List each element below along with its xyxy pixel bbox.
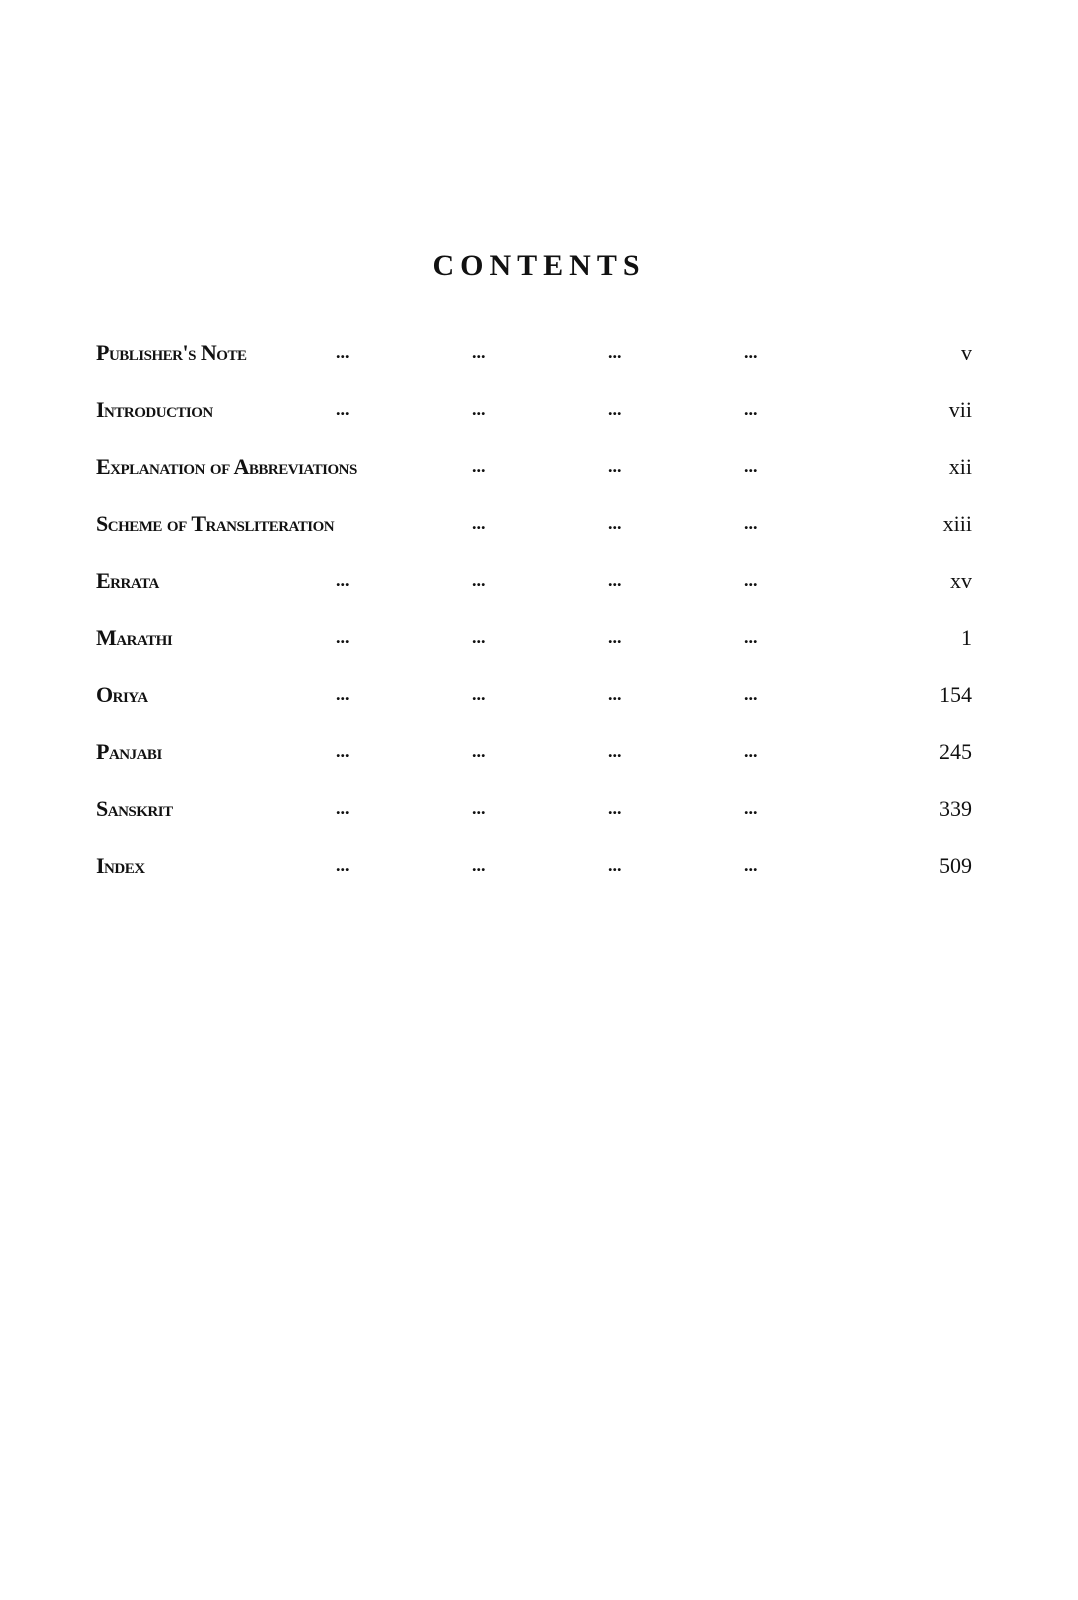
leader-dots: ... <box>336 399 350 419</box>
toc-entry-oriya <box>96 672 972 729</box>
toc-entry-title: Explanation of Abbreviations <box>96 454 357 479</box>
leader-dots: ... <box>336 627 350 647</box>
page-title: CONTENTS <box>432 249 646 282</box>
toc-entry-panjabi <box>96 729 972 786</box>
leader-dots: ... <box>608 399 622 419</box>
toc-entry-errata <box>96 558 972 615</box>
toc-entry-publishers-note <box>96 330 972 387</box>
leader-dots: ... <box>744 684 758 704</box>
leader-dots: ... <box>472 513 486 533</box>
toc-entry-title: Index <box>96 853 145 878</box>
toc-entry-title: Scheme of Transliteration <box>96 511 335 536</box>
leader-dots: ... <box>744 570 758 590</box>
toc-entry-title: Panjabi <box>96 739 162 764</box>
leader-dots: ... <box>744 855 758 875</box>
leader-dots: ... <box>472 684 486 704</box>
leader-dots: ... <box>608 855 622 875</box>
leader-dots: ... <box>608 342 622 362</box>
leader-dots: ... <box>472 798 486 818</box>
leader-dots: ... <box>608 741 622 761</box>
toc-entry-page: 1 <box>961 625 972 650</box>
leader-dots: ... <box>744 627 758 647</box>
toc-entry-title: Oriya <box>96 682 148 707</box>
table-of-contents <box>96 330 972 900</box>
leader-dots: ... <box>336 342 350 362</box>
toc-entry-title: Errata <box>96 568 159 593</box>
leader-dots: ... <box>744 513 758 533</box>
toc-entry-page: v <box>961 340 972 365</box>
toc-entry-page: 509 <box>939 853 972 878</box>
leader-dots: ... <box>608 513 622 533</box>
toc-entry-title: Publisher's Note <box>96 340 247 365</box>
leader-dots: ... <box>744 342 758 362</box>
leader-dots: ... <box>336 570 350 590</box>
leader-dots: ... <box>336 741 350 761</box>
toc-entry-page: xv <box>950 568 972 593</box>
toc-entry-sanskrit <box>96 786 972 843</box>
leader-dots: ... <box>472 342 486 362</box>
leader-dots: ... <box>744 798 758 818</box>
leader-dots: ... <box>608 684 622 704</box>
toc-entry-introduction <box>96 387 972 444</box>
toc-entry-title: Introduction <box>96 397 213 422</box>
leader-dots: ... <box>472 570 486 590</box>
toc-entry-page: vii <box>948 397 972 422</box>
leader-dots: ... <box>744 456 758 476</box>
leader-dots: ... <box>744 741 758 761</box>
leader-dots: ... <box>336 855 350 875</box>
toc-entry-marathi <box>96 615 972 672</box>
leader-dots: ... <box>472 399 486 419</box>
toc-entry-page: 339 <box>939 796 972 821</box>
toc-entry-page: xii <box>948 454 972 479</box>
leader-dots: ... <box>608 627 622 647</box>
toc-entry-explanation-of-abbreviations <box>96 444 972 501</box>
toc-entry-page: 154 <box>939 682 972 707</box>
toc-entry-title: Marathi <box>96 625 173 650</box>
leader-dots: ... <box>472 741 486 761</box>
leader-dots: ... <box>472 855 486 875</box>
leader-dots: ... <box>472 456 486 476</box>
leader-dots: ... <box>608 570 622 590</box>
toc-entry-scheme-of-transliteration <box>96 501 972 558</box>
leader-dots: ... <box>744 399 758 419</box>
leader-dots: ... <box>336 798 350 818</box>
leader-dots: ... <box>608 456 622 476</box>
toc-entry-page: 245 <box>939 739 972 764</box>
leader-dots: ... <box>472 627 486 647</box>
toc-entry-title: Sanskrit <box>96 796 173 821</box>
leader-dots: ... <box>336 684 350 704</box>
toc-entry-index <box>96 843 972 900</box>
leader-dots: ... <box>608 798 622 818</box>
toc-entry-page: xiii <box>942 511 972 536</box>
